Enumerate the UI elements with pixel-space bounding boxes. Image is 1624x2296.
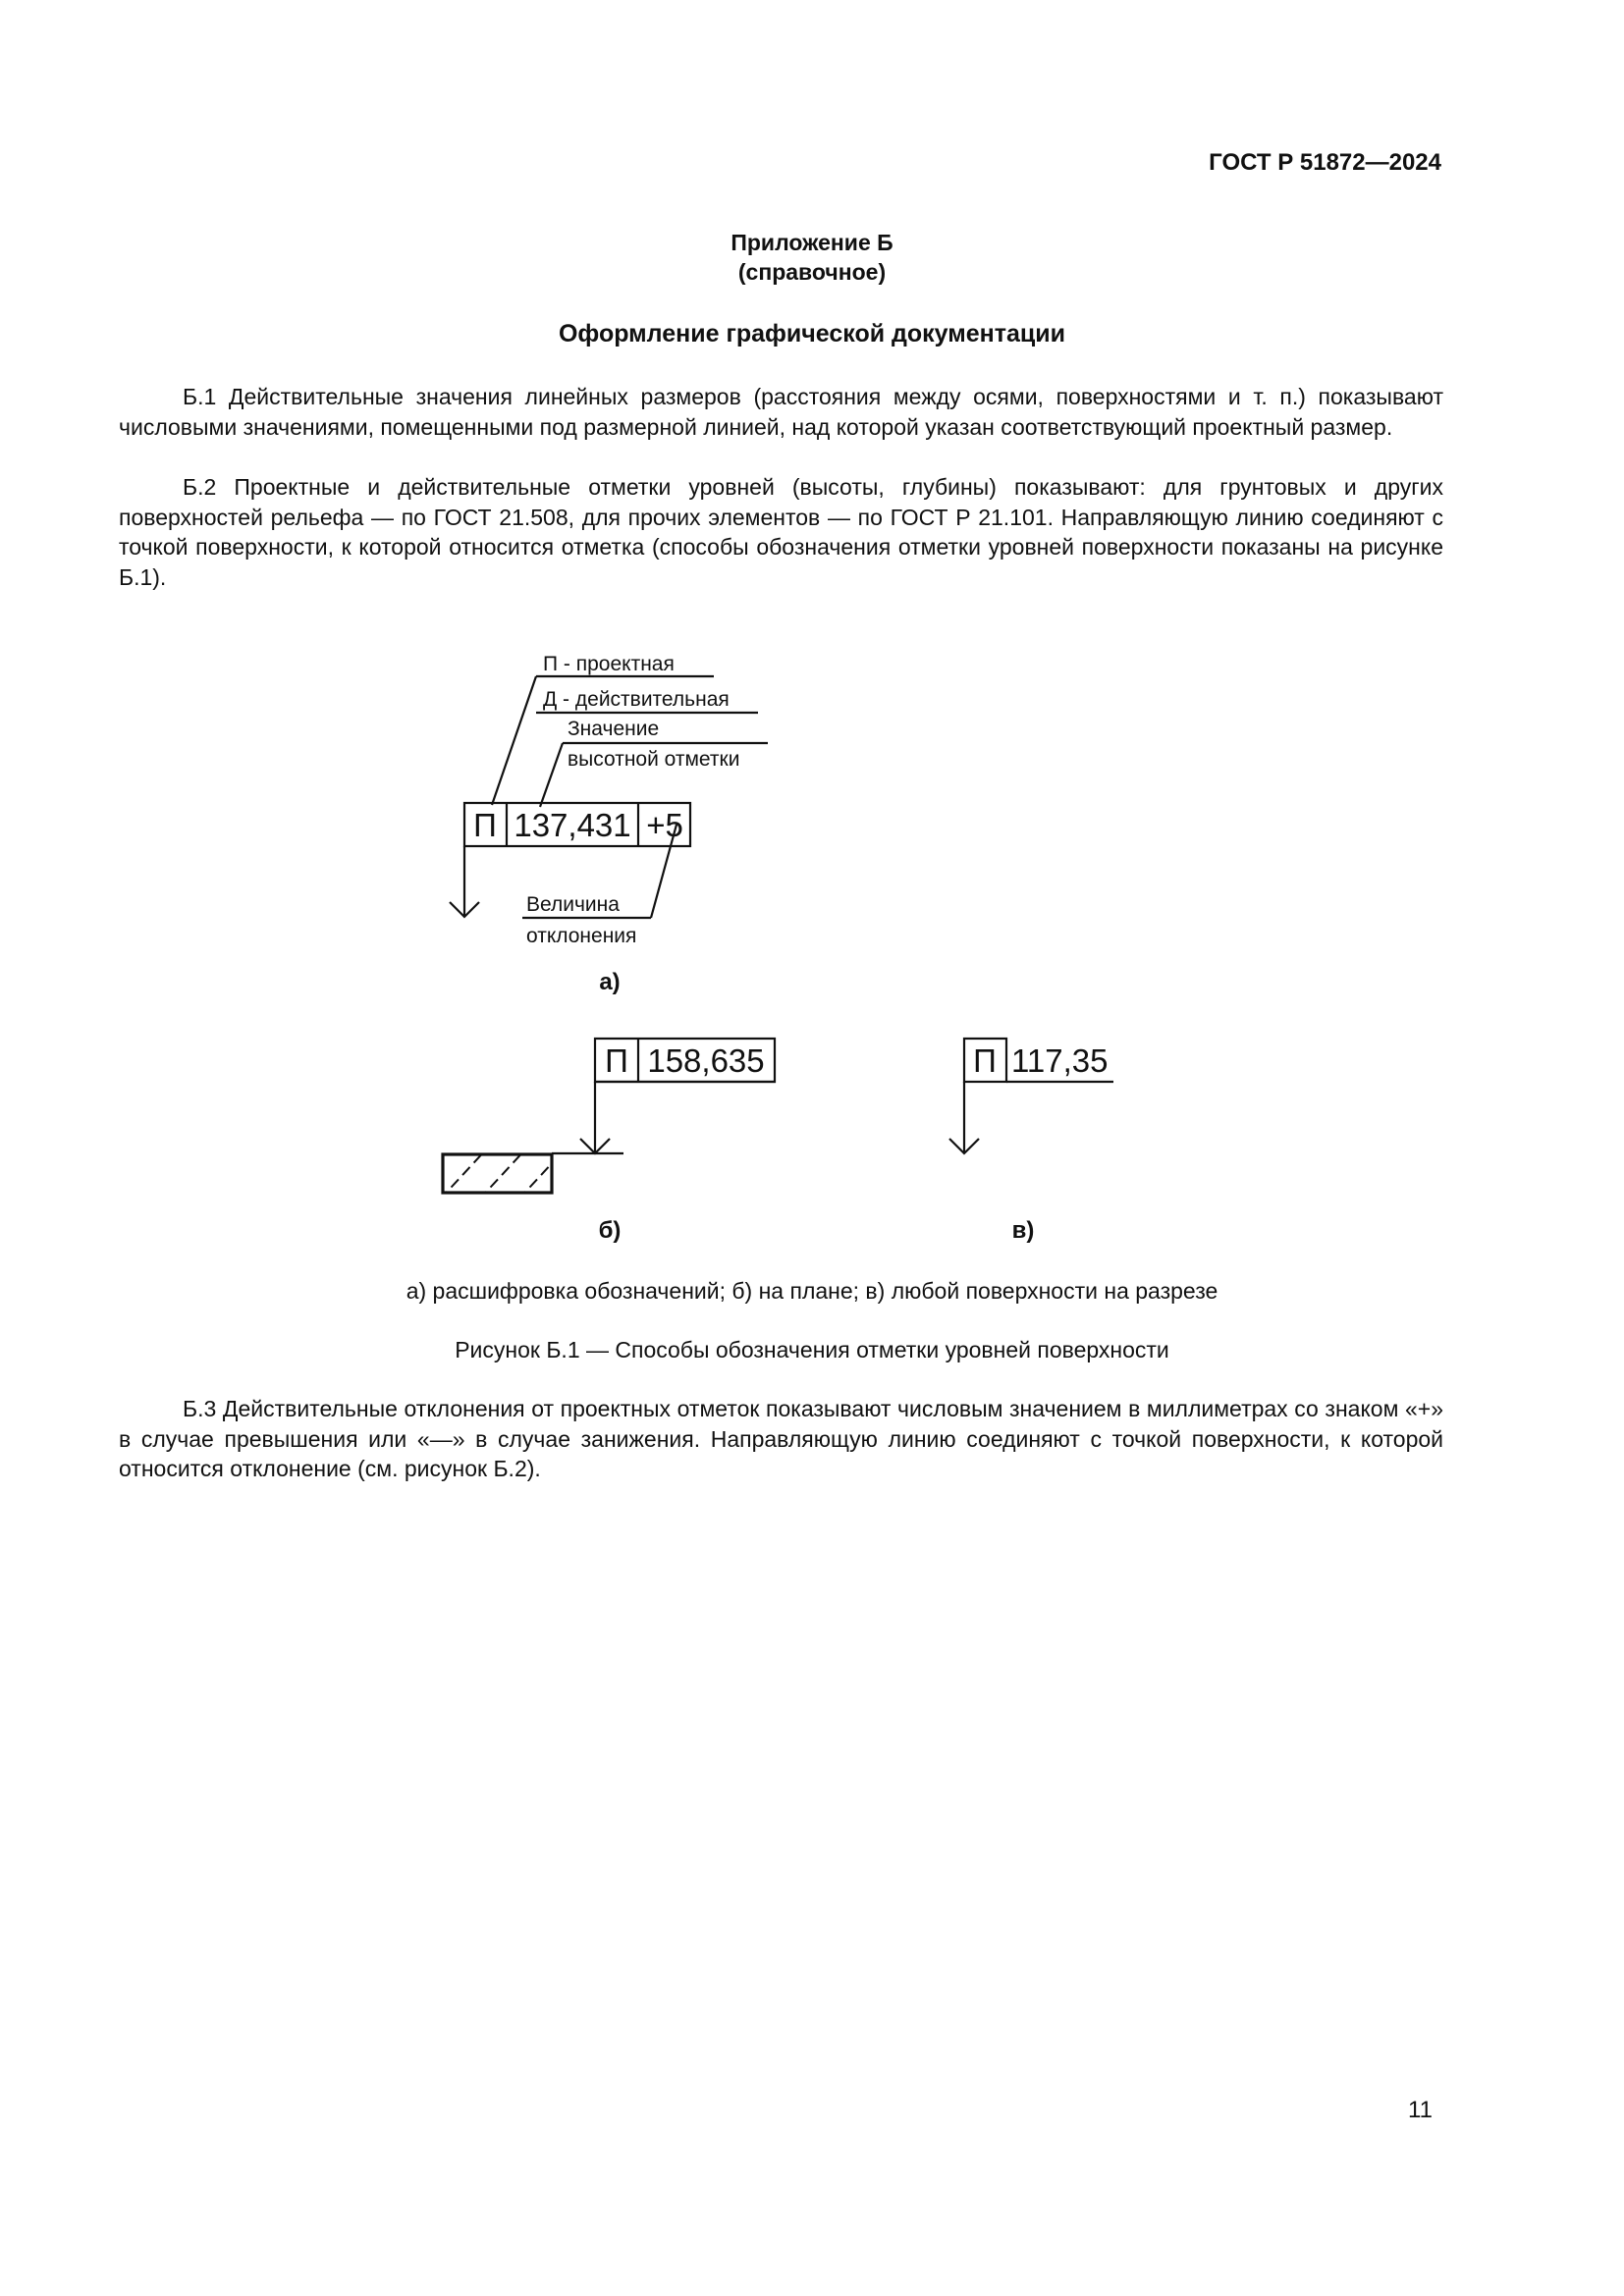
figure-subcaption: а) расшифровка обозначений; б) на плане; в) любой поверхности на разрезе — [406, 1278, 1218, 1304]
leader-line-design — [492, 676, 536, 805]
leader-line-value — [540, 743, 563, 807]
mark-c-value: 117,35 — [1011, 1042, 1109, 1079]
mark-a-type: П — [473, 807, 497, 843]
label-design: П - проектная — [543, 653, 675, 675]
label-deviation-line2: отклонения — [526, 925, 637, 947]
sublabel-b: б) — [598, 1217, 622, 1244]
label-actual: Д - действительная — [543, 688, 730, 711]
paragraph-b1: Б.1 Действительные значения линейных размеров (расстояния между осями, поверхностями и т. п.) показывают числовыми значениями, помещенными под размерной линией, над которой указан соответствующий проектный размер. — [119, 384, 1443, 440]
mark-a-deviation: +5 — [646, 807, 683, 843]
label-value-line1: Значение — [568, 718, 660, 740]
figure-caption: Рисунок Б.1 — Способы обозначения отметки уровней поверхности — [455, 1337, 1169, 1362]
appendix-title-line: Приложение Б — [731, 230, 893, 255]
mark-a-value: 137,431 — [514, 807, 631, 843]
document-code: ГОСТ Р 51872—2024 — [1209, 149, 1441, 176]
appendix-type-line: (справочное) — [737, 259, 887, 285]
section-title: Оформление графической документации — [558, 320, 1066, 347]
mark-b-value: 158,635 — [647, 1042, 765, 1079]
sublabel-c: в) — [1011, 1217, 1035, 1244]
page-number: 11 — [1408, 2097, 1433, 2123]
mark-c-type: П — [973, 1042, 997, 1079]
paragraph-b2: Б.2 Проектные и действительные отметки уровней (высоты, глубины) показывают: для грунтовых и других поверхностей рельефа — по ГОСТ 21.508, для прочих элементов — по ГОСТ Р 21.101. Направляющую линию соединяют с точкой поверхности, к которой относится отметка (способы обозначения отметки уровней поверхности показаны на рисунке Б.1). — [119, 474, 1443, 590]
label-value-line2: высотной отметки — [568, 748, 740, 771]
hatched-element — [443, 1154, 552, 1193]
label-deviation-line1: Величина — [526, 893, 620, 916]
mark-b-type: П — [605, 1042, 628, 1079]
paragraph-b3: Б.3 Действительные отклонения от проектных отметок показывают числовым значением в миллиметрах со знаком «+» в случае превышения или «—» в случае занижения. Направляющую линию соединяют с точкой поверхности, к которой относится отклонение (см. рисунок Б.2). — [119, 1396, 1443, 1481]
sublabel-a: а) — [599, 969, 621, 995]
